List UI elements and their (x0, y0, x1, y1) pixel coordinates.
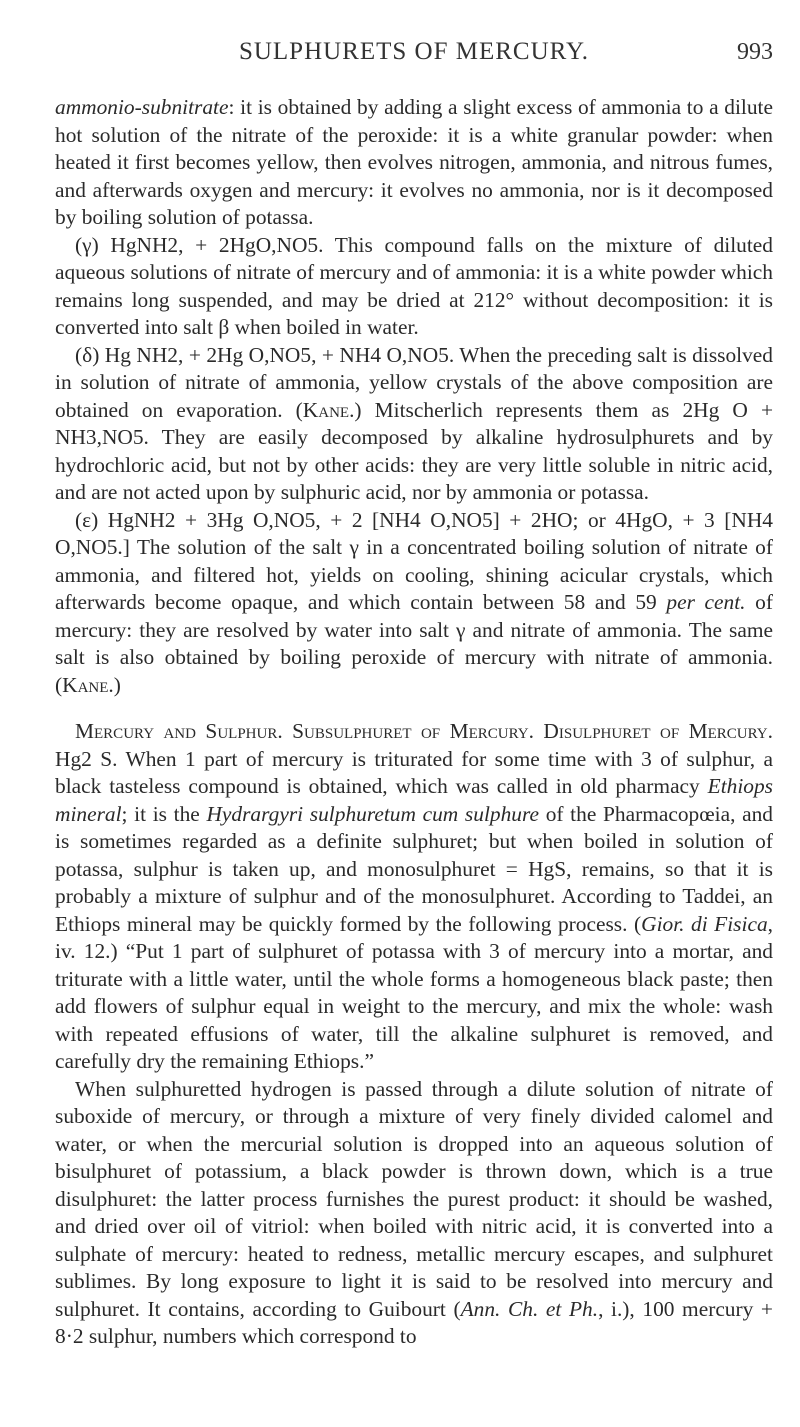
text-run: Ann. Ch. et Ph. (460, 1296, 599, 1321)
text-run: per cent. (666, 590, 746, 614)
text-run: Kane (62, 672, 109, 697)
text-run: Mercury and Sulphur. Subsulphuret of Mercury. Disulphuret of Mercury. (75, 719, 773, 743)
text-run: ammonio-subnitrate (55, 95, 229, 119)
text-run: of mercury: they are resolved by water into salt γ and nitrate of ammonia. The same salt is also obtained by boiling peroxide of mercury with nitrate of ammonia. ( (55, 590, 773, 697)
book-page (55, 38, 773, 1351)
text-run: (γ) HgNH2, + 2HgO,NO5. This compound falls on the mixture of diluted aqueous solutions of nitrate of mercury and of ammonia: it is a white powder which remains long suspended, and may be dried at 212° without decomposition: it is converted into salt β when boiled in water. (55, 232, 773, 339)
text-run: Hg2 S. When 1 part of mercury is triturated for some time with 3 of sulphur, a black tasteless compound is obtained, which was called in old pharmacy (55, 746, 773, 798)
paragraph-1 (55, 94, 773, 232)
page-number: 993 (737, 39, 773, 65)
text-run: of the Pharmacopœia, and is sometimes regarded as a definite sulphuret; but when boiled in solution of potassa, sulphur is taken up, and monosulphuret = HgS, remains, so that it is probably a mixture of sulphur and of the monosulphuret. According to Taddei, an Ethiops mineral may be quickly formed by the following process. ( (55, 801, 774, 936)
text-run: Kane (302, 397, 350, 422)
text-run: , iv. 12.) “Put 1 part of sulphuret of potassa with 3 of mercury into a mortar, and triturate with a little water, until the whole forms a homogeneous black paste; then add flowers of sulphur equal in weight to the mercury, and mix the whole: wash with repeated effusions of water, till the alkaline sulphuret is removed, and carefully dry the remaining Ethiops.” (55, 911, 774, 1073)
text-run: Ethiops mineral (55, 774, 773, 826)
text-run: .) (108, 672, 121, 697)
paragraph-5 (55, 718, 773, 1076)
text-run: When sulphuretted hydrogen is passed through a dilute solution of nitrate of suboxide of mercury, or through a mixture of very finely divided calomel and water, or when the mercurial solution is dropped into an aqueous solution of bisulphuret of potassium, a black powder is thrown down, which is a true disulphuret: the latter process furnishes the purest product: it should be washed, and dried over oil of vitriol: when boiled with nitric acid, it is converted into a sulphate of mercury: heated to redness, metallic mercury escapes, and sulphuret sublimes. By long exposure to light it is said to be resolved into mercury and sulphuret. It contains, according to Guibourt ( (55, 1076, 773, 1321)
paragraph-2 (55, 232, 773, 342)
text-run: .) Mitscherlich represents them as 2Hg O + NH3,NO5. They are easily decomposed by alkaline hydrosulphurets and by hydrochloric acid, but not by other acids: they are very little soluble in nitric acid, and are not acted upon by sulphuric acid, nor by ammonia or potassa. (55, 397, 774, 504)
text-run: Gior. di Fisica (641, 911, 768, 936)
running-head (55, 38, 773, 86)
text-run: : it is obtained by adding a slight excess of ammonia to a dilute hot solution of the nitrate of the peroxide: it is a white granular powder: when heated it first becomes yellow, then evolves nitrogen, ammonia, and nitrous fumes, and afterwards oxygen and mercury: it evolves no ammonia, nor is it decomposed by boiling solution of potassa. (55, 95, 773, 229)
text-run: (δ) Hg NH2, + 2Hg O,NO5, + NH4 O,NO5. When the preceding salt is dissolved in solution of nitrate of ammonia, yellow crystals of the above composition are obtained on evaporation. ( (55, 342, 773, 422)
text-run: (ε) HgNH2 + 3Hg O,NO5, + 2 [NH4 O,NO5] + 2HO; or 4HgO, + 3 [NH4 O,NO5.] The solution of the salt γ in a concentrated boiling solution of nitrate of ammonia, and filtered hot, yields on cooling, shining acicular crystals, which afterwards become opaque, and which contain between 58 and 59 (55, 507, 773, 614)
text-run: Hydrargyri sulphuretum cum sulphure (206, 801, 540, 826)
body-text (55, 94, 773, 1351)
text-run: ; it is the (121, 801, 207, 826)
paragraph-4 (55, 507, 773, 700)
paragraph-3 (55, 342, 773, 507)
paragraph-6 (55, 1076, 773, 1351)
text-run: , i.), 100 mercury + 8·2 sulphur, numbers which correspond to (55, 1296, 773, 1348)
page-title: SULPHURETS OF MERCURY. (238, 38, 590, 65)
